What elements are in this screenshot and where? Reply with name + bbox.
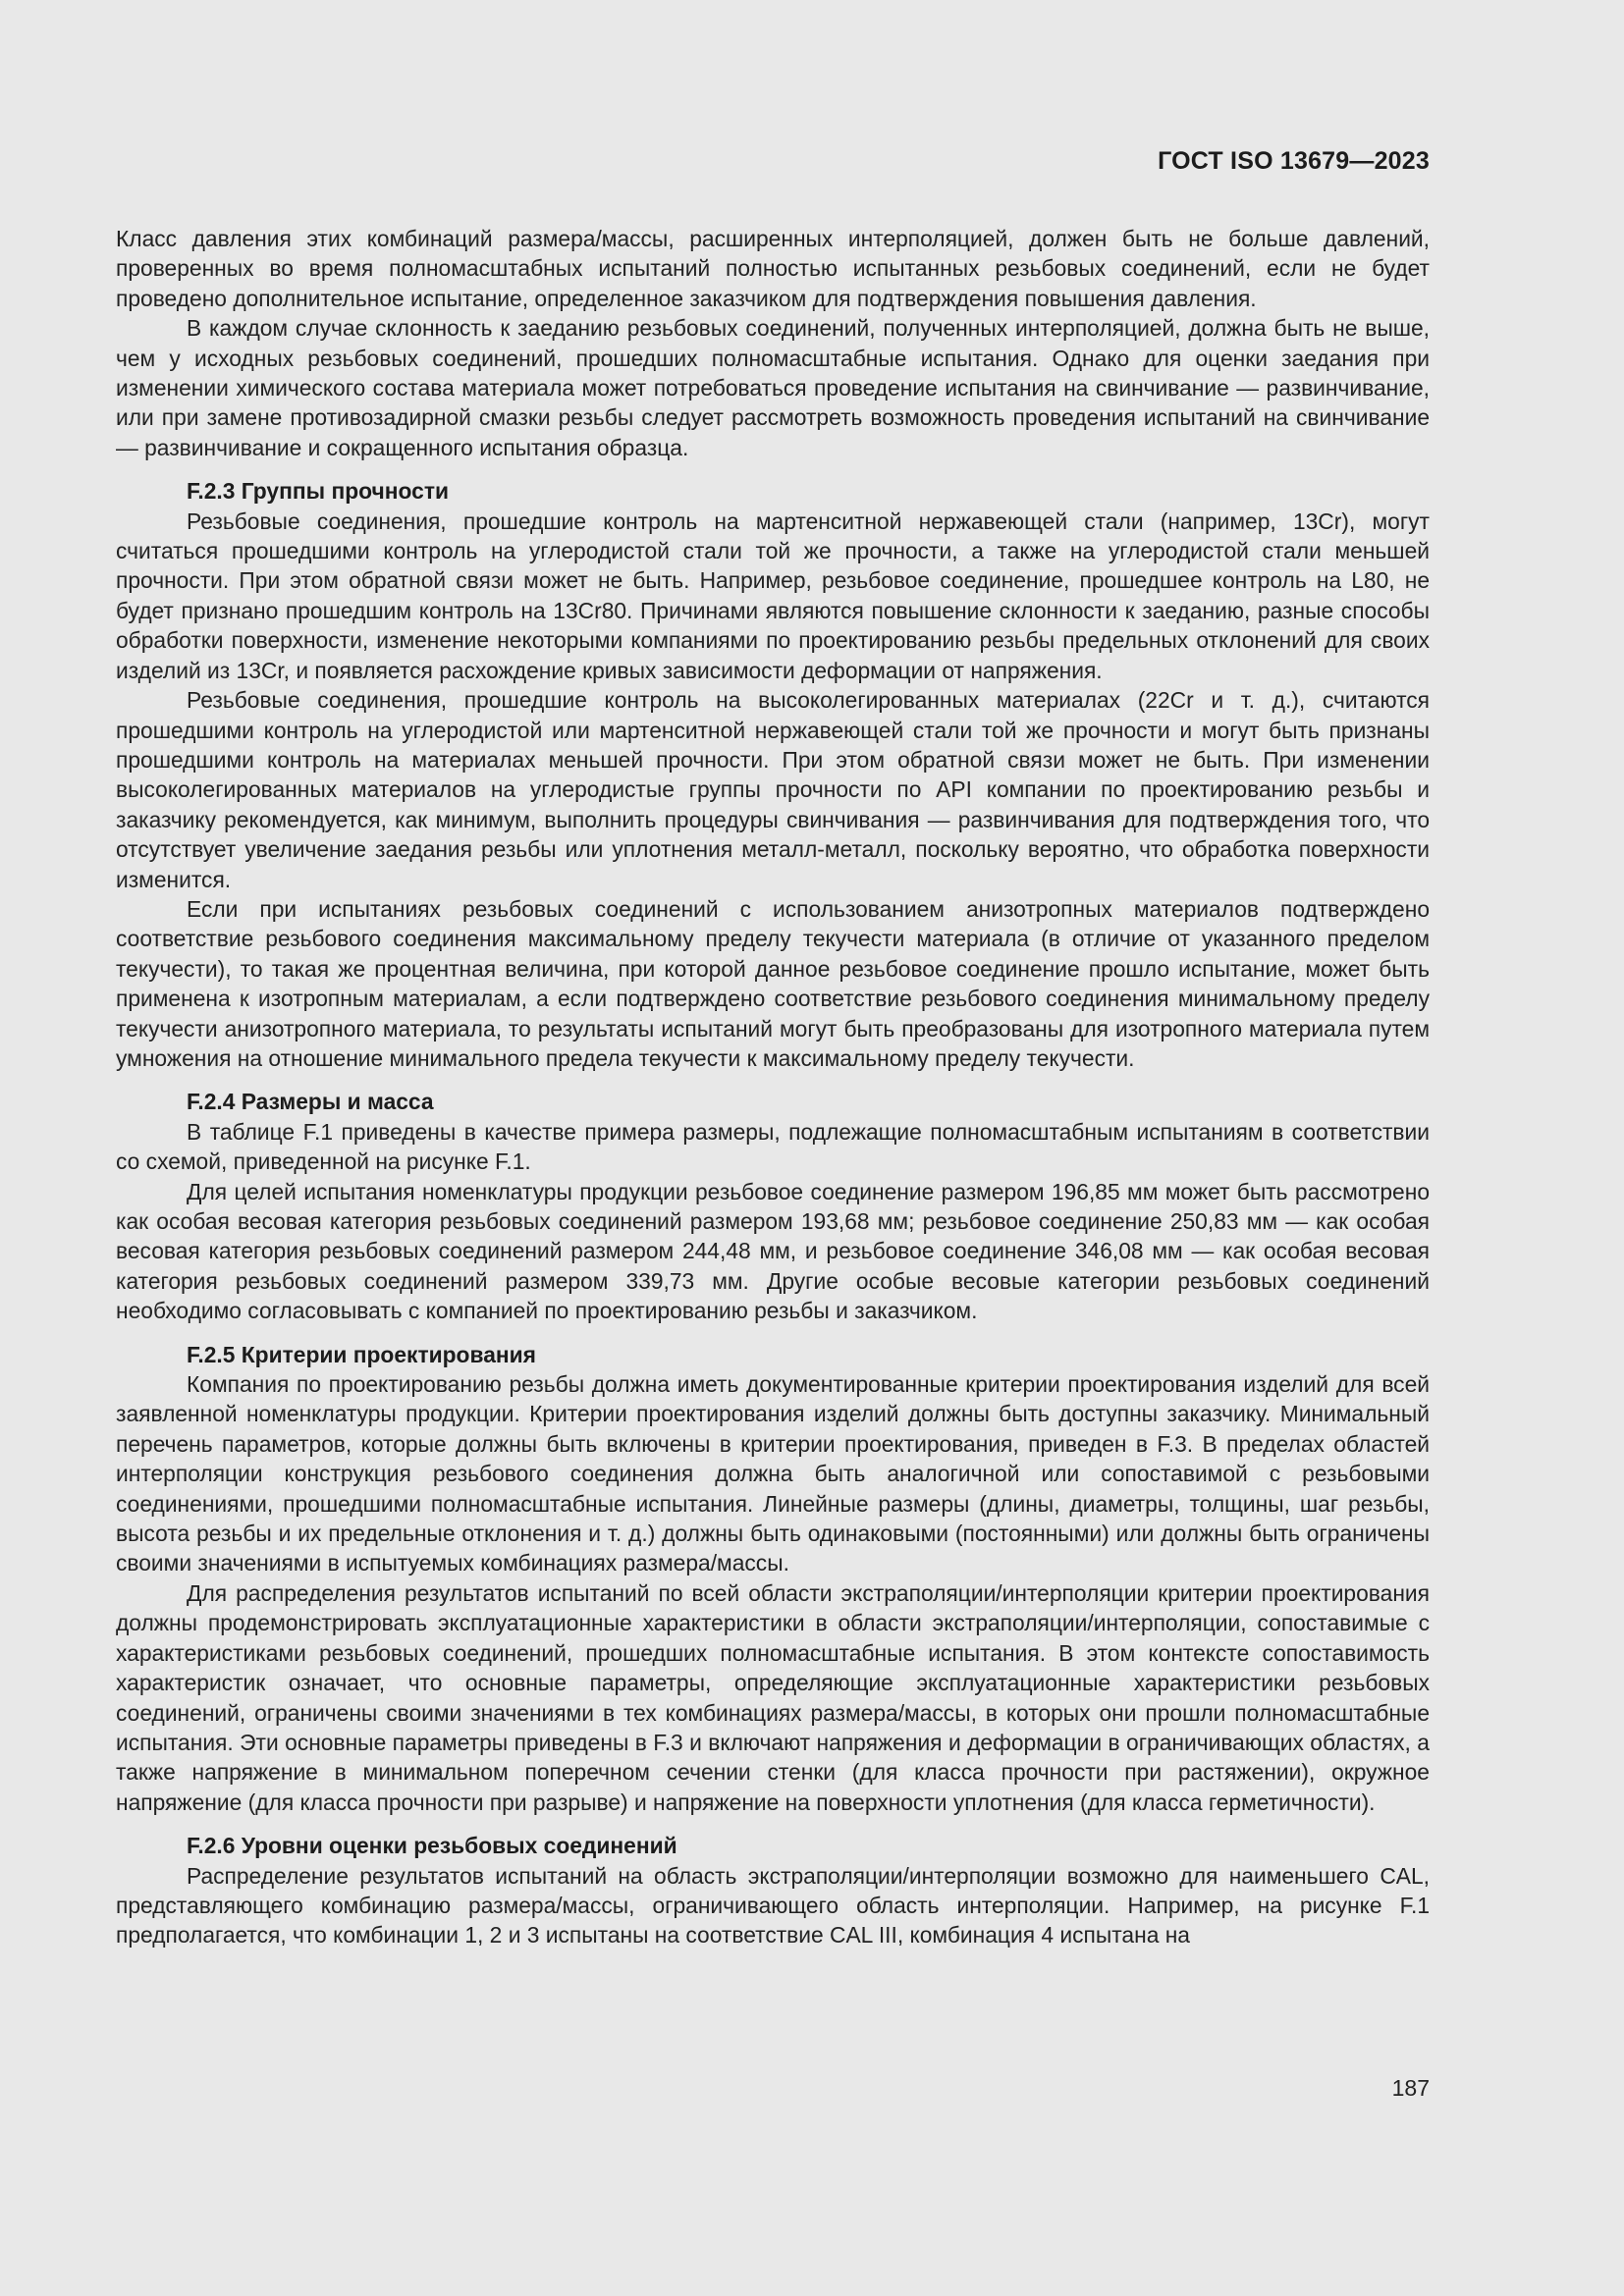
document-header: ГОСТ ISO 13679—2023 bbox=[1158, 147, 1430, 175]
paragraph: Класс давления этих комбинаций размера/массы, расширенных интерполяцией, должен быть не больше давлений, проверенных во время полномасштабных испытаний полностью испытанных резьбовых соединений, если не будет проведено дополнительное испытание, определенное заказчиком для подтверждения повышения давления. bbox=[116, 226, 1430, 311]
paragraph: В каждом случае склонность к заеданию резьбовых соединений, полученных интерполяцией, должна быть не выше, чем у исходных резьбовых соединений, прошедших полномасштабные испытания. Однако для оценки заедания при изменении химического состава материала может потребоваться проведение испытания на свинчивание — развинчивание, или при замене противозадирной смазки резьбы следует рассмотреть возможность проведения испытаний на свинчивание — развинчивание и сокращенного испытания образца. bbox=[116, 315, 1430, 460]
section-heading: F.2.4 Размеры и масса bbox=[187, 1089, 434, 1115]
paragraph: Если при испытаниях резьбовых соединений с использованием анизотропных материалов подтверждено соответствие резьбового соединения максимальному пределу текучести материала (в отличие от указанного пределом текучести), то такая же процентная величина, при которой данное резьбовое соединение прошло испытание, может быть применена к изотропным материалам, а если подтверждено соответствие резьбового соединения минимальному пределу текучести анизотропного материала, то результаты испытаний могут быть преобразованы для изотропного материала путем умножения на отношение минимального предела текучести к максимальному пределу текучести. bbox=[116, 895, 1430, 1071]
paragraph: Резьбовые соединения, прошедшие контроль на мартенситной нержавеющей стали (например, 13Cr), могут считаться прошедшими контроль на углеродистой стали той же прочности, а также на углеродистой стали меньшей прочности. При этом обратной связи может не быть. Например, резьбовое соединение, прошедшее контроль на L80, не будет признано прошедшим контроль на 13Cr80. Причинами являются повышение склонности к заеданию, разные способы обработки поверхности, изменение некоторыми компаниями по проектированию резьбы предельных отклонений для своих изделий из 13Cr, и появляется расхождение кривых зависимости деформации от напряжения. bbox=[116, 507, 1430, 683]
paragraph: Компания по проектированию резьбы должна иметь документированные критерии проектирования изделий для всей заявленной номенклатуры продукции. Критерии проектирования изделий должны быть доступны заказчику. Минимальный перечень параметров, которые должны быть включены в критерии проектирования, приведен в F.3. В пределах областей интерполяции конструкция резьбового соединения должна быть аналогичной или сопоставимой с резьбовыми соединениями, прошедшими полномасштабные испытания. Линейные размеры (длины, диаметры, толщины, шаг резьбы, высота резьбы и их предельные отклонения и т. д.) должны быть одинаковыми (постоянными) или должны быть ограничены своими значениями в испытуемых комбинациях размера/массы. bbox=[116, 1371, 1430, 1576]
paragraph: Для распределения результатов испытаний по всей области экстраполяции/интерполяции критерии проектирования должны продемонстрировать эксплуатационные характеристики в области экстраполяции/интерполяции, сопоставимые с характеристиками резьбовых соединений, прошедших полномасштабные испытания. В этом контексте сопоставимость характеристик означает, что основные параметры, определяющие эксплуатационные характеристики резьбовых соединений, ограничены своими значениями в тех комбинациях размера/массы, в которых они прошли полномасштабные испытания. Эти основные параметры приведены в F.3 и включают напряжения и деформации в ограничивающих областях, а также напряжение в минимальном поперечном сечении стенки (для класса прочности при растяжении), окружное напряжение (для класса прочности при разрыве) и напряжение на поверхности уплотнения (для класса герметичности). bbox=[116, 1579, 1430, 1815]
section-heading: F.2.3 Группы прочности bbox=[187, 478, 449, 505]
paragraph: Для целей испытания номенклатуры продукции резьбовое соединение размером 196,85 мм может быть рассмотрено как особая весовая категория резьбовых соединений размером 193,68 мм; резьбовое соединение 250,83 мм — как особая весовая категория резьбовых соединений размером 244,48 мм, и резьбовое соединение 346,08 мм — как особая весовая категория резьбовых соединений размером 339,73 мм. Другие особые весовые категории резьбовых соединений необходимо согласовывать с компанией по проектированию резьбы и заказчиком. bbox=[116, 1178, 1430, 1324]
section-heading: F.2.6 Уровни оценки резьбовых соединений bbox=[187, 1833, 677, 1859]
paragraph: Распределение результатов испытаний на область экстраполяции/интерполяции возможно для наименьшего CAL, представляющего комбинацию размера/массы, ограничивающего область интерполяции. Например, на рисунке F.1 предполагается, что комбинации 1, 2 и 3 испытаны на соответствие CAL III, комбинация 4 испытана на bbox=[116, 1862, 1430, 1949]
paragraph: В таблице F.1 приведены в качестве примера размеры, подлежащие полномасштабным испытаниям в соответствии со схемой, приведенной на рисунке F.1. bbox=[116, 1118, 1430, 1175]
page-number: 187 bbox=[1391, 2075, 1430, 2101]
document-body bbox=[116, 224, 1430, 1950]
section-heading: F.2.5 Критерии проектирования bbox=[187, 1341, 536, 1367]
paragraph: Резьбовые соединения, прошедшие контроль на высоколегированных материалах (22Cr и т. д.), считаются прошедшими контроль на углеродистой или мартенситной нержавеющей стали той же прочности и могут быть признаны прошедшими контроль на материалах меньшей прочности. При этом обратной связи может не быть. При изменении высоколегированных материалов на углеродистые группы прочности по API компании по проектированию резьбы и заказчику рекомендуется, как минимум, выполнить процедуры свинчивания — развинчивания для подтверждения того, что отсутствует увеличение заедания резьбы или уплотнения металл-металл, поскольку вероятно, что обработка поверхности изменится. bbox=[116, 687, 1430, 892]
